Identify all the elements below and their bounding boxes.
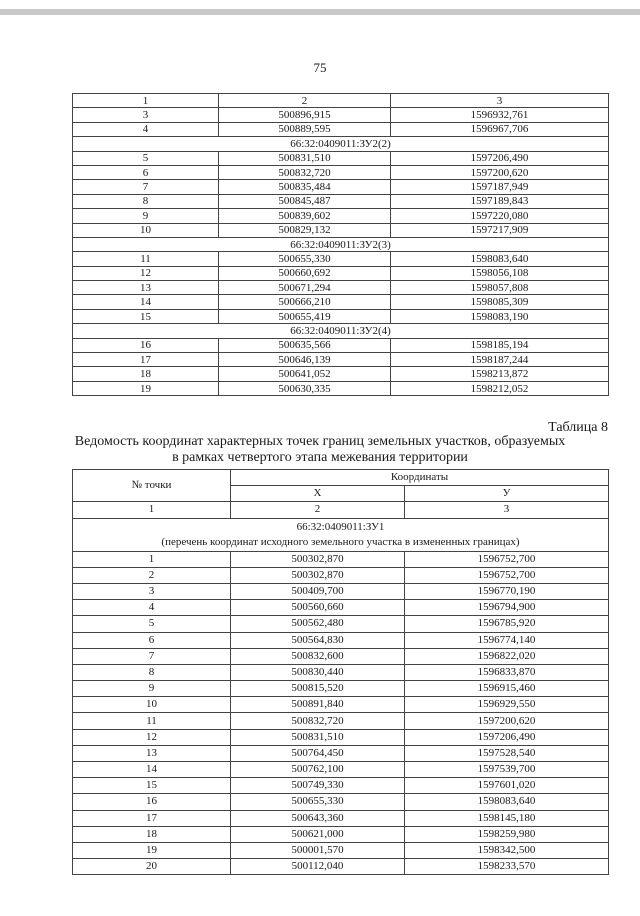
- y-coordinate: 1597528,540: [405, 745, 609, 761]
- y-coordinate: 1598083,190: [391, 309, 609, 323]
- table-row: [73, 223, 609, 237]
- point-number: 9: [73, 681, 231, 697]
- point-number: 2: [73, 567, 231, 583]
- y-coordinate: 1597217,909: [391, 223, 609, 237]
- y-coordinate: 1598085,309: [391, 295, 609, 309]
- table-row: [73, 180, 609, 194]
- y-coordinate: 1597601,020: [405, 778, 609, 794]
- table-row: [73, 209, 609, 223]
- table-row: [73, 648, 609, 664]
- point-number: 17: [73, 353, 219, 367]
- point-number: 19: [73, 381, 219, 395]
- x-coordinate: 500655,330: [219, 252, 391, 266]
- y-coordinate: 1597206,490: [405, 729, 609, 745]
- x-coordinate: 500762,100: [231, 762, 405, 778]
- table-title: [30, 434, 610, 466]
- column-number-row: [73, 94, 609, 108]
- table-row: [73, 697, 609, 713]
- x-coordinate: 500839,602: [219, 209, 391, 223]
- x-coordinate: 500635,566: [219, 338, 391, 352]
- table-row: [73, 381, 609, 395]
- point-number: 5: [73, 151, 219, 165]
- x-coordinate: 500835,484: [219, 180, 391, 194]
- x-coordinate: 500001,570: [231, 842, 405, 858]
- x-coordinate: 500655,419: [219, 309, 391, 323]
- point-number: 6: [73, 165, 219, 179]
- table-row: [73, 681, 609, 697]
- x-coordinate: 500845,487: [219, 194, 391, 208]
- point-number: 12: [73, 729, 231, 745]
- point-number: 11: [73, 252, 219, 266]
- page-number: 75: [313, 60, 327, 75]
- y-coordinate: 1598342,500: [405, 842, 609, 858]
- column-number-cell: 3: [405, 502, 609, 518]
- x-coordinate: 500889,595: [219, 122, 391, 136]
- x-coordinate: 500655,330: [231, 794, 405, 810]
- y-coordinate: 1596752,700: [405, 567, 609, 583]
- x-coordinate: 500831,510: [219, 151, 391, 165]
- column-number-cell: 1: [73, 502, 231, 518]
- table-row: [73, 583, 609, 599]
- x-coordinate: 500112,040: [231, 859, 405, 875]
- y-coordinate: 1597189,843: [391, 194, 609, 208]
- table-row: [73, 616, 609, 632]
- table-title-line-1: Ведомость координат характерных точек границ земельных участков, образуемых: [74, 434, 566, 449]
- y-coordinate: 1598213,872: [391, 367, 609, 381]
- point-number: 18: [73, 826, 231, 842]
- column-number-cell: 3: [391, 94, 609, 108]
- y-coordinate: 1598259,980: [405, 826, 609, 842]
- table-row: [73, 713, 609, 729]
- point-number: 13: [73, 745, 231, 761]
- x-coordinate: 500671,294: [219, 281, 391, 295]
- table-row: [73, 567, 609, 583]
- top-scan-bar: [0, 9, 640, 15]
- header-x: Х: [231, 486, 405, 502]
- y-coordinate: 1596929,550: [405, 697, 609, 713]
- point-number: 8: [73, 194, 219, 208]
- plot-title: 66:32:0409011:ЗУ2(4): [73, 324, 609, 338]
- coordinates-table-continued: [72, 93, 609, 396]
- x-coordinate: 500830,440: [231, 664, 405, 680]
- point-number: 18: [73, 367, 219, 381]
- plot-title-row: [73, 518, 609, 551]
- point-number: 10: [73, 223, 219, 237]
- point-number: 14: [73, 295, 219, 309]
- x-coordinate: 500891,840: [231, 697, 405, 713]
- y-coordinate: 1596932,761: [391, 108, 609, 122]
- table-row: [73, 165, 609, 179]
- point-number: 7: [73, 180, 219, 194]
- y-coordinate: 1597200,620: [405, 713, 609, 729]
- header-point-number: № точки: [73, 470, 231, 502]
- x-coordinate: 500896,915: [219, 108, 391, 122]
- table-row: [73, 309, 609, 323]
- point-number: 3: [73, 583, 231, 599]
- point-number: 7: [73, 648, 231, 664]
- table-row: [73, 810, 609, 826]
- point-number: 16: [73, 794, 231, 810]
- table-row: [73, 295, 609, 309]
- y-coordinate: 1596774,140: [405, 632, 609, 648]
- point-number: 8: [73, 664, 231, 680]
- x-coordinate: 500560,660: [231, 600, 405, 616]
- x-coordinate: 500302,870: [231, 567, 405, 583]
- point-number: 5: [73, 616, 231, 632]
- y-coordinate: 1596915,460: [405, 681, 609, 697]
- x-coordinate: 500832,600: [231, 648, 405, 664]
- point-number: 10: [73, 697, 231, 713]
- column-number-row: [73, 502, 609, 518]
- point-number: 17: [73, 810, 231, 826]
- point-number: 15: [73, 778, 231, 794]
- table-row: [73, 281, 609, 295]
- x-coordinate: 500562,480: [231, 616, 405, 632]
- y-coordinate: 1598083,640: [391, 252, 609, 266]
- plot-title-cell: [73, 518, 609, 551]
- x-coordinate: 500815,520: [231, 681, 405, 697]
- point-number: 15: [73, 309, 219, 323]
- y-coordinate: 1597539,700: [405, 762, 609, 778]
- x-coordinate: 500621,000: [231, 826, 405, 842]
- point-number: 16: [73, 338, 219, 352]
- coordinates-table-8: [72, 469, 609, 875]
- point-number: 6: [73, 632, 231, 648]
- x-coordinate: 500641,052: [219, 367, 391, 381]
- table-row: [73, 762, 609, 778]
- y-coordinate: 1598056,108: [391, 266, 609, 280]
- y-coordinate: 1598187,244: [391, 353, 609, 367]
- plot-title-row: [73, 237, 609, 251]
- table-row: [73, 108, 609, 122]
- column-number-cell: 2: [231, 502, 405, 518]
- x-coordinate: 500829,132: [219, 223, 391, 237]
- point-number: 3: [73, 108, 219, 122]
- point-number: 4: [73, 122, 219, 136]
- y-coordinate: 1596822,020: [405, 648, 609, 664]
- plot-title: 66:32:0409011:ЗУ1: [296, 520, 385, 533]
- y-coordinate: 1597187,949: [391, 180, 609, 194]
- point-number: 20: [73, 859, 231, 875]
- y-coordinate: 1598185,194: [391, 338, 609, 352]
- table-row: [73, 122, 609, 136]
- x-coordinate: 500409,700: [231, 583, 405, 599]
- table-row: [73, 266, 609, 280]
- header-row: [73, 470, 609, 486]
- plot-title-row: [73, 137, 609, 151]
- x-coordinate: 500564,830: [231, 632, 405, 648]
- point-number: 4: [73, 600, 231, 616]
- table-row: [73, 338, 609, 352]
- y-coordinate: 1596794,900: [405, 600, 609, 616]
- table-row: [73, 353, 609, 367]
- column-number-cell: 2: [219, 94, 391, 108]
- point-number: 12: [73, 266, 219, 280]
- point-number: 9: [73, 209, 219, 223]
- table-title-line-2: в рамках четвертого этапа межевания территории: [172, 450, 468, 465]
- x-coordinate: 500660,692: [219, 266, 391, 280]
- y-coordinate: 1598212,052: [391, 381, 609, 395]
- y-coordinate: 1596967,706: [391, 122, 609, 136]
- x-coordinate: 500832,720: [219, 165, 391, 179]
- y-coordinate: 1596833,870: [405, 664, 609, 680]
- x-coordinate: 500646,139: [219, 353, 391, 367]
- y-coordinate: 1598057,808: [391, 281, 609, 295]
- x-coordinate: 500832,720: [231, 713, 405, 729]
- y-coordinate: 1596752,700: [405, 551, 609, 567]
- plot-subtitle: (перечень координат исходного земельного участка в измененных границах): [161, 535, 520, 548]
- table-row: [73, 859, 609, 875]
- x-coordinate: 500831,510: [231, 729, 405, 745]
- header-coordinates: Координаты: [231, 470, 609, 486]
- table-row: [73, 664, 609, 680]
- x-coordinate: 500749,330: [231, 778, 405, 794]
- point-number: 19: [73, 842, 231, 858]
- table-row: [73, 778, 609, 794]
- x-coordinate: 500643,360: [231, 810, 405, 826]
- table-row: [73, 842, 609, 858]
- table-row: [73, 794, 609, 810]
- x-coordinate: 500302,870: [231, 551, 405, 567]
- table-row: [73, 551, 609, 567]
- y-coordinate: 1597220,080: [391, 209, 609, 223]
- point-number: 14: [73, 762, 231, 778]
- y-coordinate: 1597200,620: [391, 165, 609, 179]
- point-number: 13: [73, 281, 219, 295]
- x-coordinate: 500666,210: [219, 295, 391, 309]
- plot-title: 66:32:0409011:ЗУ2(3): [73, 237, 609, 251]
- table-row: [73, 826, 609, 842]
- table-row: [73, 745, 609, 761]
- y-coordinate: 1596785,920: [405, 616, 609, 632]
- y-coordinate: 1598233,570: [405, 859, 609, 875]
- plot-title: 66:32:0409011:ЗУ2(2): [73, 137, 609, 151]
- table-row: [73, 729, 609, 745]
- table-label: Таблица 8: [548, 420, 608, 435]
- y-coordinate: 1596770,190: [405, 583, 609, 599]
- y-coordinate: 1597206,490: [391, 151, 609, 165]
- y-coordinate: 1598145,180: [405, 810, 609, 826]
- table-row: [73, 252, 609, 266]
- table-row: [73, 367, 609, 381]
- table-row: [73, 151, 609, 165]
- plot-title-row: [73, 324, 609, 338]
- table-row: [73, 632, 609, 648]
- column-number-cell: 1: [73, 94, 219, 108]
- table-row: [73, 194, 609, 208]
- table-row: [73, 600, 609, 616]
- point-number: 1: [73, 551, 231, 567]
- y-coordinate: 1598083,640: [405, 794, 609, 810]
- header-y: У: [405, 486, 609, 502]
- x-coordinate: 500764,450: [231, 745, 405, 761]
- point-number: 11: [73, 713, 231, 729]
- x-coordinate: 500630,335: [219, 381, 391, 395]
